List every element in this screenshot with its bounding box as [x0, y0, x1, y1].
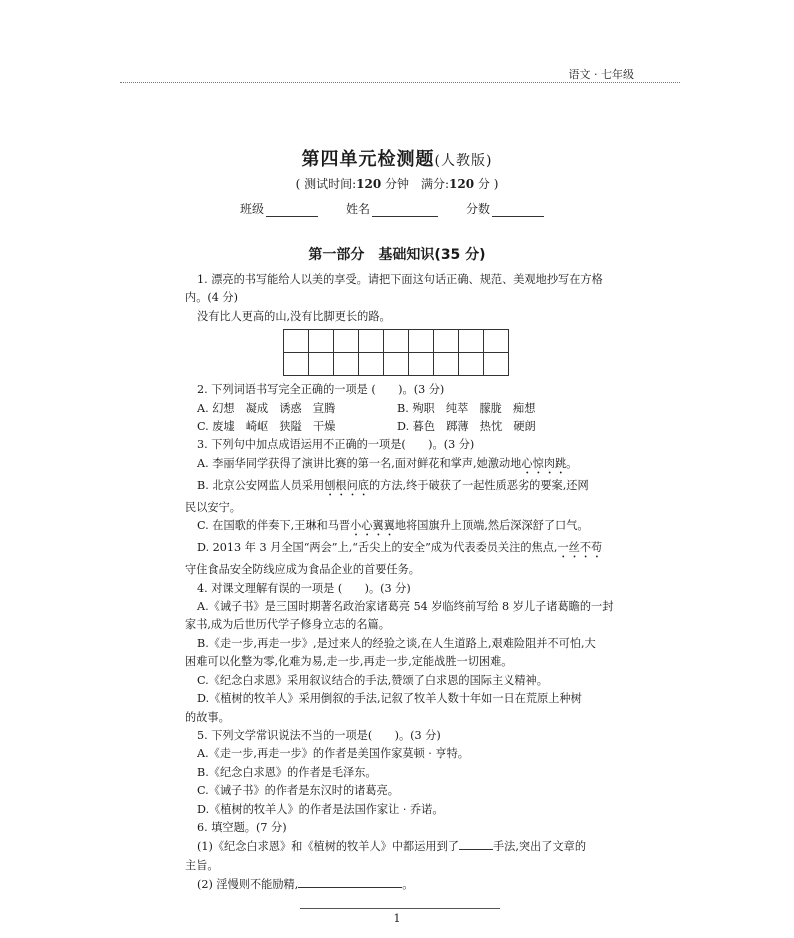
grid-cell[interactable] — [359, 353, 384, 376]
section-title: 第一部分 基础知识(35 分) — [308, 247, 486, 263]
class-field — [240, 200, 318, 217]
q6-sub1-rest: 手法,突出了文章的 — [492, 840, 587, 854]
grid-cell[interactable] — [434, 330, 459, 353]
name-field — [346, 200, 438, 217]
grid-cell[interactable] — [484, 330, 509, 353]
grid-cell[interactable] — [309, 330, 334, 353]
title-main: 第四单元检测题 — [301, 149, 435, 170]
title-sub: (人教版) — [434, 153, 493, 169]
grid-cell[interactable] — [459, 353, 484, 376]
q3-option-d[interactable] — [197, 539, 627, 561]
q3-c-text: C. 在国歌的伴奏下,王琳和马晋 — [197, 519, 351, 533]
q2-option-c[interactable]: C. 废墟 崎岖 狭隘 干燥 — [197, 420, 336, 434]
grid-cell[interactable] — [459, 330, 484, 353]
q3-a-idiom: 心惊肉跳 — [521, 456, 567, 470]
q1-sentence: 没有比人更高的山,没有比脚更长的路。 — [197, 309, 391, 323]
q4-option-a-cont: 家书,成为后世历代学子修身立志的名篇。 — [185, 618, 390, 632]
q3-option-a[interactable] — [197, 455, 627, 477]
questions — [185, 271, 627, 895]
grid-cell[interactable] — [384, 353, 409, 376]
score-label: 分数 — [466, 202, 491, 216]
grid-cell[interactable] — [409, 330, 434, 353]
q6-sub2-text: (2) 淫慢则不能励精, — [197, 878, 299, 892]
grid-cell[interactable] — [334, 353, 359, 376]
q6-stem: 6. 填空题。(7 分) — [197, 820, 287, 834]
grid-cell[interactable] — [409, 353, 434, 376]
name-blank[interactable] — [372, 202, 438, 217]
q6-sub1-cont: 主旨。 — [185, 858, 219, 872]
exam-score-unit: 分 ) — [474, 177, 499, 191]
q3-b-rest: 的方法,终于破获了一起性质恶劣的要案,还网 — [368, 478, 589, 492]
grid-cell[interactable] — [384, 330, 409, 353]
q3-d-text: D. 2013 年 3 月全国“两会”上,“舌尖上的安全”成为代表委员关注的焦点, — [197, 541, 558, 555]
q6-blank-2[interactable] — [298, 875, 402, 888]
q6-sub1 — [197, 837, 627, 856]
q2-option-a[interactable]: A. 幻想 凝成 诱惑 宣腾 — [197, 401, 336, 415]
exam-info — [0, 175, 794, 192]
header-label: 语文 · 七年级 — [568, 68, 634, 81]
grid-cell[interactable] — [359, 330, 384, 353]
q3-option-d-cont: 守住食品安全防线应成为食品企业的首要任务。 — [185, 563, 420, 577]
q6-sub2-end: 。 — [402, 878, 414, 892]
grid-cell[interactable] — [334, 330, 359, 353]
name-label: 姓名 — [346, 202, 371, 216]
q3-option-b[interactable] — [197, 477, 627, 499]
q1-line1: 1. 漂亮的书写能给人以美的享受。请把下面这句话正确、规范、美观地抄写在方格 — [197, 273, 603, 286]
q4-option-c[interactable]: C.《纪念白求恩》采用叙议结合的手法,赞颂了白求恩的国际主义精神。 — [197, 673, 548, 687]
q4-option-d[interactable]: D.《植树的牧羊人》采用倒叙的手法,记叙了牧羊人数十年如一日在荒原上种树 — [197, 692, 582, 706]
q3-d-idiom: 一丝不苟 — [557, 541, 603, 555]
q3-option-b-cont: 民以安宁。 — [185, 500, 241, 514]
class-label: 班级 — [240, 202, 265, 216]
q6-sub1-text: (1)《纪念白求恩》和《植树的牧羊人》中都运用到了 — [197, 840, 459, 854]
score-field — [466, 200, 544, 217]
q5-option-c[interactable]: C.《诫子书》的作者是东汉时的诸葛亮。 — [197, 784, 399, 798]
q2-stem: 2. 下列词语书写完全正确的一项是 ( )。(3 分) — [197, 383, 445, 397]
q5-option-a[interactable]: A.《走一步,再走一步》的作者是美国作家莫顿 · 亨特。 — [197, 747, 469, 761]
writing-grid-wrap — [197, 326, 627, 381]
q2-option-b[interactable]: B. 殉职 纯萃 朦胧 痴想 — [397, 401, 536, 415]
q4-stem: 4. 对课文理解有误的一项是 ( )。(3 分) — [197, 581, 411, 595]
q4-option-b-cont: 困难可以化整为零,化难为易,走一步,再走一步,定能战胜一切困难。 — [185, 655, 513, 669]
q4-option-b[interactable]: B.《走一步,再走一步》,是过来人的经验之谈,在人生道路上,艰难险阻并不可怕,大 — [197, 636, 596, 650]
q3-a-end: 。 — [566, 456, 578, 470]
q4-option-a[interactable]: A.《诫子书》是三国时期著名政治家诸葛亮 54 岁临终前写给 8 岁儿子诸葛瞻的一封 — [197, 600, 614, 614]
writing-grid[interactable] — [283, 329, 509, 376]
score-blank[interactable] — [492, 202, 544, 217]
q2-options — [197, 400, 627, 437]
q3-c-rest: 地将国旗升上顶端,然后深深舒了口气。 — [394, 519, 589, 533]
exam-time: 120 — [356, 177, 382, 191]
q5-option-d[interactable]: D.《植树的牧羊人》的作者是法国作家让 · 乔诺。 — [197, 802, 444, 816]
grid-cell[interactable] — [484, 353, 509, 376]
q3-b-idiom: 刨根问底 — [324, 478, 369, 492]
q5-stem: 5. 下列文学常识说法不当的一项是( )。(3 分) — [197, 728, 441, 742]
page-number: 1 — [393, 912, 401, 925]
q3-c-idiom: 小心翼翼 — [350, 519, 395, 533]
q6-blank-1[interactable] — [459, 837, 493, 850]
footer-rule — [300, 908, 500, 909]
q1-line2: 内。(4 分) — [185, 291, 238, 305]
q6-sub2 — [197, 875, 627, 894]
grid-cell[interactable] — [434, 353, 459, 376]
exam-time-unit: 分钟 满分: — [381, 177, 450, 191]
grid-row — [284, 353, 509, 376]
q4-option-d-cont: 的故事。 — [185, 710, 230, 724]
student-info-row — [240, 200, 572, 217]
page-title — [0, 145, 794, 171]
q5-option-b[interactable]: B.《纪念白求恩》的作者是毛泽东。 — [197, 765, 377, 779]
q3-option-c[interactable] — [197, 517, 627, 539]
q2-option-d[interactable]: D. 暮色 踯薄 热忱 硬朗 — [397, 420, 536, 434]
q3-a-text: A. 李丽华同学获得了演讲比赛的第一名,面对鲜花和掌声,她激动地 — [197, 456, 522, 470]
exam-info-prefix: ( 测试时间: — [295, 177, 357, 191]
exam-score: 120 — [449, 177, 475, 191]
grid-cell[interactable] — [284, 330, 309, 353]
grid-row — [284, 330, 509, 353]
class-blank[interactable] — [266, 202, 318, 217]
header-rule — [120, 82, 680, 83]
q3-stem: 3. 下列句中加点成语运用不正确的一项是( )。(3 分) — [197, 438, 475, 452]
q3-b-text: B. 北京公安网监人员采用 — [197, 478, 325, 492]
grid-cell[interactable] — [309, 353, 334, 376]
grid-cell[interactable] — [284, 353, 309, 376]
